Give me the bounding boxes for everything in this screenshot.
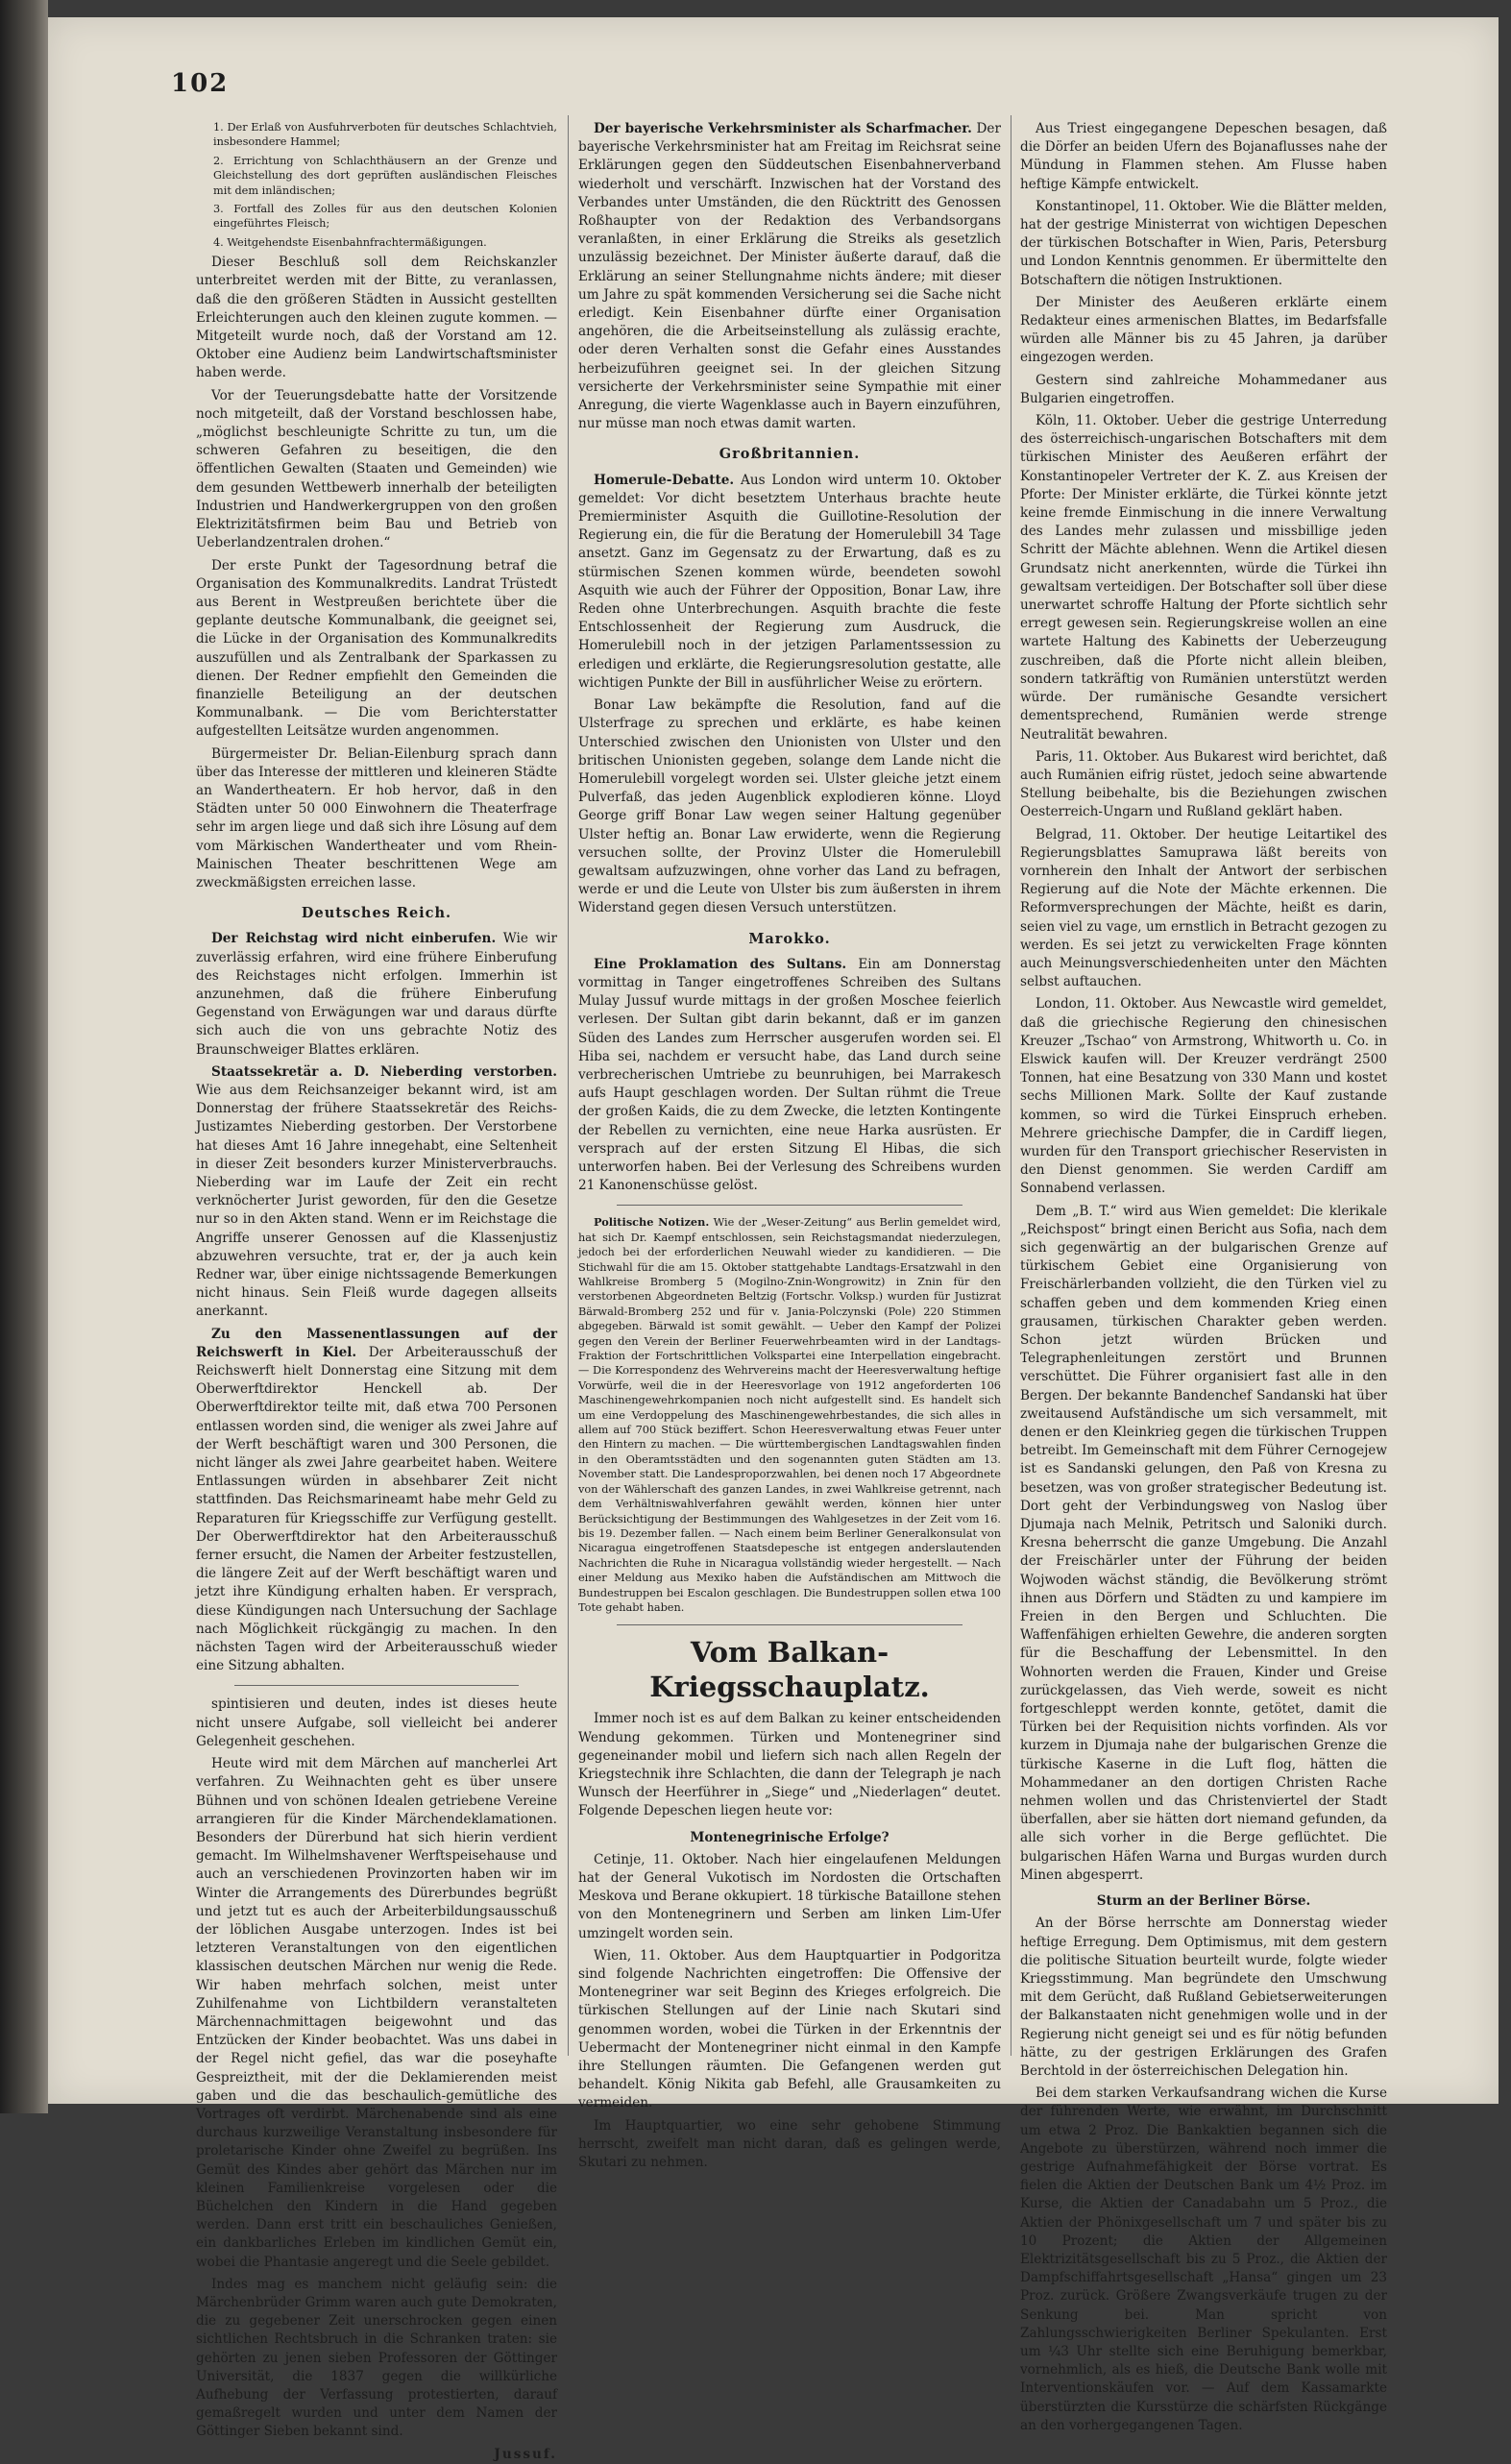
section-heading-reich: Deutsches Reich. (301, 905, 452, 922)
dispatch-cetinje: Cetinje, 11. Oktober. Nach hier eingelaufenen Meldungen hat der General Vukotisch im Nordosten die Ortschaften Meskova und Berane okkupiert. 18 türkische Bataillone stehen von den Montenegrinern und Serben am linken Lim-Ufer umzingelt worden sein. (578, 1851, 1001, 1941)
dispatch: Dem „B. T.“ wird aus Wien gemeldet: Die klerikale „Reichspost“ bringt einen Bericht aus Sofia, nach dem sich gegenwärtig an der bulgarischen Grenze auf türkischem Gebiet eine Organisierung von Freischärlerbanden vollzieht, die den Türken viel zu schaffen geben und dem kommenden Krieg einen grausamen, türkischen Charakter geben werden. Schon jetzt würden Brücken und Telegraphenleitungen zerstört und Brunnen verschüttet. Die Führer organisiert fast alle in den Bergen. Der bekannte Bandenchef Sandanski hat über zweitausend Aufständische um sich versammelt, mit denen er den Kleinkrieg gegen die türkischen Truppen betreibt. Im Gemeinschaft mit dem Führer Cernogejew ist es Sandanski gelungen, den Paß von Kresna zu besetzen, was von großer strategischer Bedeutung ist. Dort geht der Verbindungsweg von Naslog über Djumaja nach Melnik, Petritsch und Saloniki durch. Kresna beherrscht die ganze Umgebung. Die Anzahl der Freischärler unter der Führung der beiden Wojwoden wächst ständig, die Bevölkerung strömt ihnen aus Dörfern und Städten zu und kampiere im Freien in den Bergen und Schluchten. Die Waffenfähigen erhielten Gewehre, die anderen sorgten für die Beschaffung der Lebensmittel. In den Wohnorten werden die Frauen, Kinder und Greise zurückgelassen, das Vieh werde, soweit es nicht fortgeschleppt werden konnte, getötet, damit die Türken bei der Requisition nichts vorfinden. Als vor kurzem in Djumaja nahe der bulgarischen Grenze die türkische Kaserne in die Luft flog, hätten die Mohammedaner an den dortigen Christen Rache nehmen wollen und das Christenviertel der Stadt überfallen, aber sie hätten dort niemand gefunden, da alle sich vorher in die Berge geflüchtet. Die bulgarischen Häfen Warna und Burgas wurden durch Minen abgesperrt. (1020, 1203, 1387, 1883)
section-heading-gb: Großbritannien. (719, 446, 861, 463)
subheading-montenegro: Montenegrinische Erfolge? (690, 1829, 890, 1845)
list-item: 2. Errichtung von Schlachthäusern an der Grenze und Gleichstellung des dort geprüften ausländischen Fleisches mit dem inländischen; (213, 154, 557, 197)
dispatch: Aus Triest eingegangene Depeschen besagen, daß die Dörfer an beiden Ufern des Bojanaflusses nahe der Mündung in Flammen stehen. Am Flusse haben heftige Kämpfe entwickelt. (1020, 121, 1387, 192)
paragraph: Vor der Teuerungsdebatte hatte der Vorsitzende noch mitgeteilt, daß der Vorstand beschlossen habe, „möglichst beschleunigte Schritte zu tun, um die schweren Gefahren zu beseitigen, die den öffentlichen Gewalten (Staaten und Gemeinden) wie dem gesunden Wettbewerb innerhalb der beteiligten Industrien und Handwerkergruppen von den großen Elektrizitätsfirmen beim Bau und Betrieb von Ueberlandzentralen drohen.“ (196, 387, 557, 551)
divider (234, 1685, 519, 1686)
article-body: Der Arbeiterausschuß der Reichswerft hielt Donnerstag eine Sitzung mit dem Oberwerftdirektor Henckell ab. Der Oberwerftdirektor teilte mit, daß etwa 700 Personen entlassen worden sind, die weniger als zwei Jahre auf der Werft beschäftigt waren und 300 Personen, die nicht länger als zwei Jahre gearbeitet haben. Weitere Entlassungen würden in absehbarer Zeit nicht stattfinden. Das Reichsmarineamt habe mehr Geld zu Reparaturen für Kriegsschiffe zur Verfügung gestellt. Der Oberwerftdirektor hat den Arbeiterausschuß ferner ersucht, die Namen der Arbeiter festzustellen, die längere Zeit auf der Werft beschäftigt waren und jetzt ihre Kündigung erhalten haben. Er versprach, diese Kündigungen nach Untersuchung der Sachlage nach Möglichkeit rückgängig zu machen. In den nächsten Tagen wird der Arbeiterausschuß wieder eine Sitzung abhalten. (196, 1344, 557, 1674)
column-right (1020, 120, 1387, 2433)
article-reichstag (196, 930, 557, 1059)
feuilleton-paragraph: Indes mag es manchem nicht geläufig sein: die Märchenbrüder Grimm waren auch gute Demokraten, die zu gegebener Zeit unerschrocken gegen einen sichtlichen Rechtsbruch in die Schranken traten: sie gehörten zu jenen sieben Professoren der Göttinger Universität, die 1837 gegen die willkürliche Aufhebung der Verfassung protestierten, darauf gemaßregelt wurden und unter dem Namen der Göttinger Sieben bekannt sind. (196, 2276, 557, 2440)
dispatch: Paris, 11. Oktober. Aus Bukarest wird berichtet, daß auch Rumänien eifrig rüstet, jedoch seine abwartende Stellung beibehalte, bis die Beziehungen zwischen Oesterreich-Ungarn und Rußland geklärt haben. (1020, 748, 1387, 820)
dispatch: Der Minister des Aeußeren erklärte einem Redakteur eines armenischen Blattes, im Bedarfsfalle würden alle Männer bis zu 45 Jahren, ja darüber eingezogen werden. (1020, 294, 1387, 366)
column-rule (568, 115, 569, 2056)
paragraph: Dieser Beschluß soll dem Reichskanzler unterbreitet werden mit der Bitte, zu veranlassen, daß die den größeren Städten in Aussicht gestellten Erleichterungen auch den kleinen zugute kommen. — Mitgeteilt wurde noch, daß der Vorstand am 12. Oktober eine Audienz beim Landwirtschaftsminister haben werde. (196, 255, 557, 381)
column-left (196, 120, 558, 2462)
dispatch: Belgrad, 11. Oktober. Der heutige Leitartikel des Regierungsblattes Samuprawa läßt bereits von vornherein den Inhalt der Antwort der serbischen Regierung auf die Note der Mächte erkennen. Die Reformversprechungen der Mächte, heißt es darin, seien viel zu vage, um ernstlich in Betracht gezogen zu werden. Es sei jetzt zu verwickelten Frage könnten auch Meinungsverschiedenheiten unter den Mächten selbst auftauchen. (1020, 826, 1387, 990)
balkan-headline: Vom Balkan-Kriegsschauplatz. (649, 1636, 930, 1704)
paragraph: Bei dem starken Verkaufsandrang wichen die Kurse der führenden Werte, wie erwähnt, im Durchschnitt um etwa 2 Proz. Die Bankaktien begannen sich die Angebote zu überstürzen, während noch immer die gestrige Aufnahmefähigkeit der Börse vortrat. Es fielen die Aktien der Deutschen Bank um 4½ Proz. im Kurse, die Aktien der Canadabahn um 5 Proz., die Aktien der Phönixgesellschaft um 7 und später bis zu 10 Prozent; die Aktien der Allgemeinen Elektrizitätsgesellschaft bis zu 5 Proz., die Aktien der Dampfschiffahrtsgesellschaft „Hansa“ gingen um 23 Proz. zurück. Größere Zwangsverkäufe trugen zu der Senkung bei. Man spricht von Zahlungsschwierigkeiten Berliner Spekulanten. Erst um ¼3 Uhr stellte sich eine Beruhigung bemerkbar, vornehmlich, als es hieß, die Deutsche Bank wolle mit Interventionskäufen vor. — Auf dem Kassamarkte überstürzten die Kursstürze die schärfsten Rückgänge an den vorhergegangenen Tagen. (1020, 2086, 1387, 2433)
subheading-boerse: Sturm an der Berliner Börse. (1096, 1893, 1311, 1910)
page-number: 102 (171, 69, 230, 98)
article-body: Wie der „Weser-Zeitung“ aus Berlin gemeldet wird, hat sich Dr. Kaempf entschlossen, sein Reichstagsmandat niederzulegen, jedoch bei der erforderlichen Neuwahl wieder zu kandidieren. — Die Stichwahl für die am 15. Oktober stattgehabte Landtags-Ersatzwahl in den Wahlkreise Bromberg 5 (Mogilno-Znin-Wongrowitz) in Znin für den verstorbenen Abgeordneten Beltzig (Fortschr. Volksp.) wurden für Justizrat Bärwald-Bromberg 252 und für v. Jania-Polczynski (Pole) 220 Stimmen abgegeben. Bärwald ist somit gewählt. — Ueber den Kampf der Polizei gegen den Verein der Berliner Feuerwehrbeamten wird in der Landtags-Fraktion der Fortschrittlichen Volkspartei eine Interpellation eingebracht. — Die Korrespondenz des Wehrvereins macht der Heeresverwaltung heftige Vorwürfe, weil die in der Heeresvorlage von 1912 angeforderten 106 Maschinengewehrkompanien noch nicht aufgestellt sind. Es handelt sich um eine Verdoppelung des Maschinengewehrbestandes, die sich alles in allem auf 700 Stück beziffert. Schon Heeresverwaltung etwas Feuer unter den Hintern zu machen. — Die württembergischen Landtagswahlen finden in den Oberamtsstädten und den sogenannten guten Städten am 13. November statt. Die Landesproporzwahlen, bei denen noch 17 Abgeordnete von der Wählerschaft des ganzen Landes, in zwei Wahlkreise getrennt, nach dem Verhältniswahlverfahren gewählt werden, können hier unter Berücksichtigung der Bestimmungen des Wahlgesetzes in der Zeit vom 16. bis 19. Dezember fallen. — Nach einem beim Berliner Generalkonsulat von Nicaragua eingetroffenen Staatsdepesche ist entgegen anderslautenden Nachrichten die Ruhe in Nicaragua vollständig wieder hergestellt. — Nach einer Meldung aus Mexiko haben die Aufständischen am Mittwoch die Bundestruppen bei Escalon geschlagen. Die Bundestruppen sollen etwa 100 Tote gehabt haben. (578, 1216, 1002, 1614)
paragraph: Bürgermeister Dr. Belian-Eilenburg sprach dann über das Interesse der mittleren und kleineren Städte an Wandertheatern. Er hob hervor, daß in den Städten unter 50 000 Einwohnern die Theaterfrage sehr im argen liege und daß sich ihre Lösung auf dem vom Märkischen Wandertheater und vom Rhein-Mainischen Theater beschrittenen Wege am zweckmäßigsten erreichen lasse. (196, 745, 557, 890)
paragraph: Immer noch ist es auf dem Balkan zu keiner entscheidenden Wendung gekommen. Türken und Montenegriner sind gegeneinander mobil und liefern sich nach allen Regeln der Kriegstechnik ihre Schlachten, die dann der Telegraph je nach Wunsch der Heerführer in „Siege“ und „Niederlagen“ deutet. Folgende Depeschen liegen heute vor: (578, 1711, 1001, 1819)
article-lead: Staatssekretär a. D. Nieberding verstorben. (211, 1063, 557, 1080)
feuilleton-paragraph: Heute wird mit dem Märchen auf mancherlei Art verfahren. Zu Weihnachten geht es über unsere Bühnen und von schönen Idealen getriebene Vereine arrangieren für die Kinder Märchendeklamationen. Besonders der Dürerbund hat sich hierin verdient gemacht. Im Wilhelmshavener Werftspeisehause und auch an verschiedenen Provinzorten haben wir im Winter die Arrangements des Dürerbundes begrüßt und jetzt tut es auch der Arbeiterbildungsausschuß der löblichen Ausgabe unterzogen. Indes ist bei letzteren Veranstaltungen von den eigentlichen klassischen deutschen Märchen nur wenig die Rede. Wir haben mehrfach solchen, meist unter Zuhilfenahme von Lichtbildern veranstalteten Märchennachmittagen beigewohnt und das Entzücken der Kinder beobachtet. Was uns dabei in der Regel nicht gefiel, das war die poseyhafte Gespreiztheit, mit der die Deklamierenden meist gaben und die das beschaulich-gemütliche des Vortrages oft verdirbt. Märchenabende sind als eine durchaus kurzweilige Veranstaltung insbesondere für proletarische Kinder ohne Zweifel zu begrüßen. Ins Gemüt des Kindes aber gehört das Märchen nur im kleinen Familienkreise vorgelesen oder die Büchelchen den Kindern in die Hand gegeben werden. Dann erst tritt ein beschauliches Genießen, ein dankbarliches Erleben im kindlichen Gemüt ein, wobei die Phantasie angeregt und die Seele gebildet. (196, 1756, 557, 2270)
dispatch-wien: Wien, 11. Oktober. Aus dem Hauptquartier in Podgoritza sind folgende Nachrichten eingetroffen: Die Offensive der Montenegriner war seit Beginn des Krieges erfolgreich. Die türkischen Stellungen auf der Linie nach Skutari sind genommen worden, wobei die Türken in der Erkenntnis der Uebermacht der Montenegriner nicht einmal in den Kampfe ihre Stellungen räumten. Die Gefangenen werden gut behandelt. König Nikita gab Befehl, alle Grausamkeiten zu vermeiden. (578, 1947, 1001, 2111)
divider (617, 1624, 963, 1625)
article-lead: Politische Notizen. (594, 1215, 710, 1230)
list-item: 1. Der Erlaß von Ausfuhrverboten für deutsches Schlachtvieh, insbesondere Hammel; (213, 121, 557, 149)
feuilleton-paragraph: spintisieren und deuten, indes ist dieses heute nicht unsere Aufgabe, soll vielleicht bei anderer Gelegenheit geschehen. (196, 1696, 557, 1749)
book-binding (0, 0, 48, 2113)
article-lead: Zu den Massenentlassungen auf der Reichswerft in Kiel. (196, 1326, 557, 1360)
article-bayern (578, 120, 1001, 433)
divider (617, 1205, 963, 1206)
article-body: Aus London wird unterm 10. Oktober gemeldet: Vor dicht besetztem Unterhaus brachte heute Premierminister Asquith die Guillotine-Resolution der Regierung ein, die für die Beratung der Homerulebill 34 Tage ansetzt. Ganz im Gegensatz zu der Erwartung, daß es zu stürmischen Szenen kommen würde, beendeten sowohl Asquith wie auch der Führer der Opposition, Bonar Law, ihre Reden ohne Unterbrechungen. Asquith brachte die feste Entschlossenheit der Regierung zum Ausdruck, die Homerulebill noch in der jetzigen Parlamentssession zu erledigen und erklärte, die Regierungsresolution gestatte, alle wichtigen Punkte der Bill in ausführlicher Weise zu erörtern. (578, 472, 1001, 691)
article-marokko (578, 956, 1001, 1196)
article-homerule (578, 472, 1001, 693)
paragraph: Im Hauptquartier, wo eine sehr gehobene Stimmung herrscht, zweifelt man nicht daran, daß es gelingen werde, Skutari zu nehmen. (578, 2117, 1001, 2171)
article-nieberding (196, 1063, 557, 1322)
signature: Jussuf. (494, 2446, 557, 2462)
dispatch: Gestern sind zahlreiche Mohammedaner aus Bulgarien eingetroffen. (1020, 372, 1387, 406)
article-lead: Homerule-Debatte. (594, 472, 735, 488)
article-lead: Der Reichstag wird nicht einberufen. (211, 931, 497, 947)
dispatch: London, 11. Oktober. Aus Newcastle wird gemeldet, daß die griechische Regierung den chinesischen Kreuzer „Tschao“ von Armstrong, Whitworth u. Co. in Elswick kaufen will. Der Kreuzer verdrängt 2500 Tonnen, hat eine Besatzung von 330 Mann und kostet sechs Millionen Mark. Sollte der Kauf zustande kommen, so wird die Türkei Einspruch erheben. Mehrere griechische Dampfer, die in Cardiff liegen, wurden für den Transport griechischer Reservisten in den Dienst genommen. Sie werden Cardiff am Sonnabend verlassen. (1020, 996, 1387, 1197)
article-notizen (578, 1215, 1001, 1615)
list-item: 3. Fortfall des Zolles für aus den deutschen Kolonien eingeführtes Fleisch; (213, 203, 557, 231)
paragraph: Bonar Law bekämpfte die Resolution, fand auf die Ulsterfrage zu sprechen und erklärte, es habe keinen Unterschied zwischen den Unionisten von Ulster und den britischen Unionisten gegeben, solange dem Lande nicht die Homerulebill vorgelegt worden sei. Ulster gleiche jetzt einem Pulverfaß, das jeden Augenblick explodieren könne. Lloyd George griff Bonar Law wegen seiner Haltung gegenüber Ulster heftig an. Bonar Law erwiderte, wenn die Regierung versuchen sollte, der Provinz Ulster die Homerulebill gewaltsam aufzuzwingen, ohne vorher das Land zu befragen, werde er und die Leute von Ulster bis zum äußersten in ihrem Widerstand gegen diesen Versuch unterstützen. (578, 697, 1001, 916)
article-lead: Der bayerische Verkehrsminister als Scharfmacher. (594, 121, 972, 136)
article-lead: Eine Proklamation des Sultans. (594, 956, 847, 972)
paragraph: An der Börse herrschte am Donnerstag wieder heftige Erregung. Dem Optimismus, mit dem gestern die politische Situation beurteilt wurde, folgte wieder Kriegsstimmung. Man begründete den Umschwung mit dem Gerücht, daß Rußland Gebietserweiterungen der Balkanstaaten nicht genehmigen wolle und in der Regierung nicht geneigt sei und es für nötig befunden hätte, zu der gestrigen Erklärungen des Grafen Berchtold in der österreichischen Delegation hin. (1020, 1915, 1387, 2079)
dispatch: Köln, 11. Oktober. Ueber die gestrige Unterredung des österreichisch-ungarischen Botschafters mit dem türkischen Minister des Aeußeren erfährt der Konstantinopeler Vertreter der K. Z. aus Kreisen der Pforte: Der Minister erklärte, die Türkei könnte jetzt keine fremde Einmischung in die innere Verwaltung des Landes mehr zulassen und missbillige jeden Schritt der Mächte ablehnen. Wenn die Artikel diesen Grundsatz nicht anerkennten, würde die Türkei ihn gewaltsam verteidigen. Der Botschafter soll über diese unerwartet schroffe Haltung der Pforte sichtlich sehr erregt gewesen sein. Regierungskreise wollen an eine wartete Haltung des Kabinetts der Ueberzeugung zuschreiben, daß die Pforte nicht allein bleiben, sondern tatkräftig von Rumänien unterstützt werden würde. Der rumänische Gesandte versichert dementsprechend, Rumänien werde strenge Neutralität bewahren. (1020, 413, 1387, 743)
column-middle (578, 120, 1002, 2171)
paragraph: Der erste Punkt der Tagesordnung betraf die Organisation des Kommunalkredits. Landrat Trüstedt aus Berent in Westpreußen berichtete über die geplante deutsche Kommunalbank, die geeignet sei, die Lücke in der Organisation des Kommunalkredits auszufüllen und als Zentralbank der Sparkassen zu dienen. Der Redner empfiehlt den Gemeinden die finanzielle Beteiligung an der deutschen Kommunalbank. — Die vom Berichterstatter aufgestellten Leitsätze wurden angenommen. (196, 557, 557, 740)
list-item: 4. Weitgehendste Eisenbahnfrachtermäßigungen. (213, 235, 487, 249)
article-body: Wie aus dem Reichsanzeiger bekannt wird, ist am Donnerstag der frühere Staatssekretär des Reichs-Justizamtes Nieberding gestorben. Der Verstorbene hat dieses Amt 16 Jahre innegehabt, eine Seltenheit in dieser Zeit besonders kurzer Ministerverbrauchs. Nieberding war im Laufe der Zeit ein recht verknöcherter Jurist geworden, für den die Gesetze nur so in den Akten stand. Wenn er im Reichstage die Angriffe unserer Genossen auf die Klassenjustiz abzuwehren versuchte, trat er, der ja auch kein Redner war, über einige nichtssagende Bemerkungen nicht hinaus. Sein Fleiß wurde dagegen allseits anerkannt. (196, 1082, 557, 1320)
article-body: Ein am Donnerstag vormittag in Tanger eingetroffenes Schreiben des Sultans Mulay Jussuf wurde mittags in der großen Moschee feierlich verlesen. Der Sultan gibt darin bekannt, daß er im ganzen Süden des Landes zum Herrscher ausgerufen worden sei. El Hiba sei, nachdem er versucht habe, das Land durch seine verbrecherischen Umtriebe zu beunruhigen, bei Marrakesch aufs Haupt geschlagen worden. Der Sultan rühmt die Treue der großen Kaids, die zu dem Zwecke, die letzten Kontingente der Rebellen zu vernichten, eine neue Harka ausrüsten. Er versprach auf der ersten Sitzung El Hibas, die sich unterworfen haben. Bei der Verlesung des Schreibens wurden 21 Kanonenschüsse gelöst. (578, 956, 1001, 1194)
demands-list (196, 120, 557, 250)
article-body: Wie wir zuverlässig erfahren, wird eine frühere Einberufung des Reichstages nicht erfolgen. Immerhin ist anzunehmen, daß die frühere Einberufung Gegenstand von Erwägungen war und daraus dürfte sich auch die von uns gebrachte Notiz des Braunschweiger Blattes erklären. (196, 931, 558, 1058)
section-heading-marokko: Marokko. (748, 930, 831, 947)
dispatch: Konstantinopel, 11. Oktober. Wie die Blätter melden, hat der gestrige Ministerrat von wichtigen Depeschen der türkischen Botschafter in Wien, Paris, Petersburg und London Kenntnis genommen. Er übermittelte den Botschaftern die nötigen Instruktionen. (1020, 198, 1387, 288)
article-body: Der bayerische Verkehrsminister hat am Freitag im Reichsrat seine Erklärungen gegen den Süddeutschen Eisenbahnerverband wiederholt und verschärft. Inzwischen hat der Vorstand des Verbandes unter Umständen, die den Rücktritt des Genossen Roßhaupter von der Redaktion des Verbandsorgans veranlaßten, in einer Erklärung die Streiks als gesetzlich unzulässig bezeichnet. Der Minister äußerte darauf, daß die Erklärung an seiner Stellungnahme nichts ändere; mit dieser um Jahre zu spät kommenden Versicherung sei die Sache nicht erledigt. Kein Eisenbahner dürfte einer Organisation angehören, die die Arbeitseinstellung als zulässig erachte, oder deren Verhalten sonst die Gefahr eines Ausstandes herbeizuführen geeignet sei. In der gleichen Sitzung versicherte der Verkehrsminister seine Sympathie mit einer Anregung, die vierte Wagenklasse auch in Bayern einzuführen, nur müsse man noch etwas damit warten. (578, 121, 1001, 432)
article-kiel (196, 1326, 557, 1676)
